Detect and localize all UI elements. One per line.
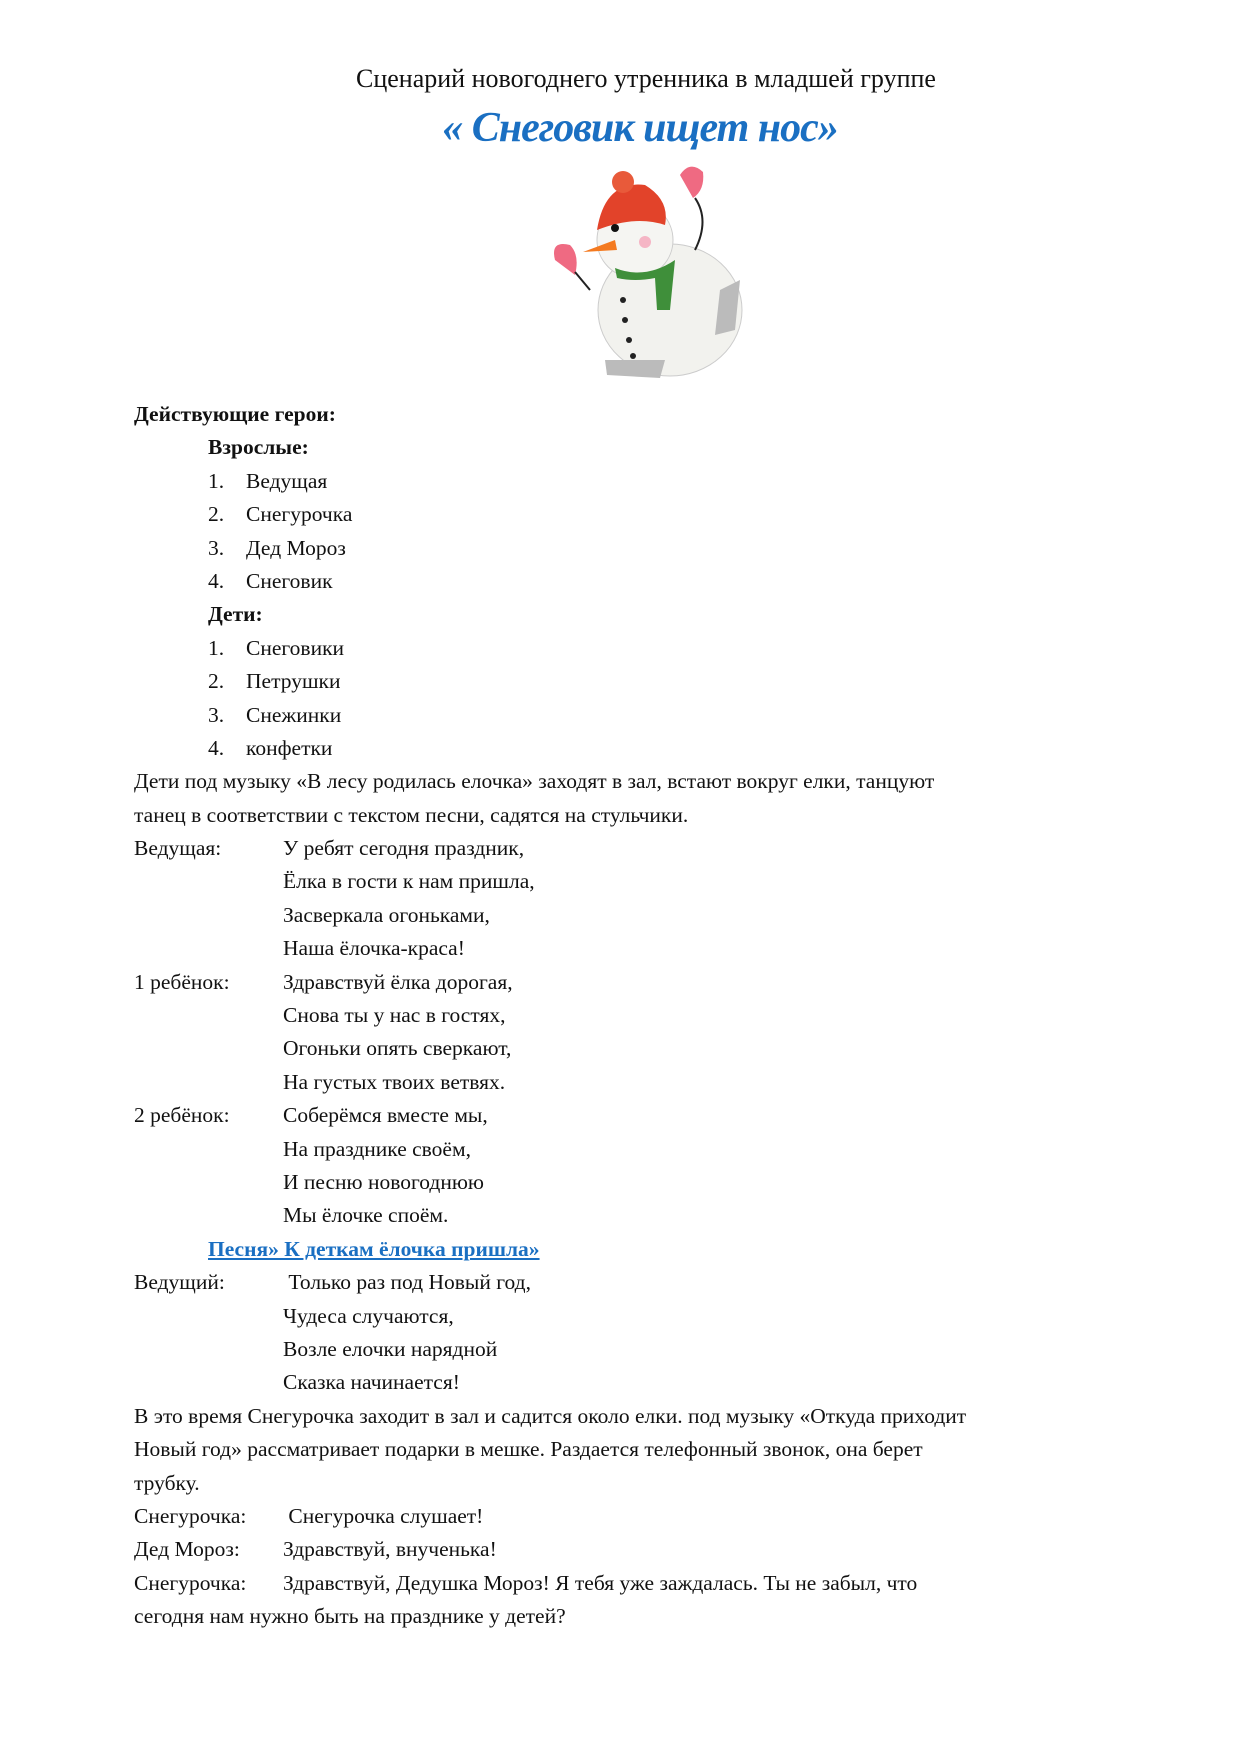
speaker: Ведущая: — [134, 836, 222, 861]
list-item — [134, 632, 1134, 665]
speaker: 1 ребёнок: — [134, 969, 230, 994]
list-text: Снеговики — [246, 635, 345, 660]
verse-line — [134, 1266, 1134, 1299]
dialog-text: Здравствуй, внученька! — [283, 1537, 497, 1562]
verse-line: Возле елочки нарядной — [283, 1336, 498, 1361]
narration-line: В это время Снегурочка заходит в зал и садится около елки. под музыку «Откуда приходит — [134, 1403, 967, 1428]
document-body — [134, 398, 1134, 1633]
list-number: 1. — [208, 468, 225, 493]
speaker: Ведущий: — [134, 1270, 225, 1295]
verse-line: Мы ёлочке споём. — [283, 1203, 449, 1228]
verse-line: Засверкала огоньками, — [283, 902, 490, 927]
list-item — [134, 665, 1134, 698]
list-text: Снеговик — [246, 568, 333, 593]
dialog-text: Снегурочка слушает! — [283, 1503, 484, 1528]
speaker: Снегурочка: — [134, 1570, 247, 1595]
verse-line: Огоньки опять сверкают, — [283, 1036, 512, 1061]
list-number: 2. — [208, 502, 225, 527]
verse-line: На густых твоих ветвях. — [283, 1069, 506, 1094]
document-subtitle: « Снеговик ищет нос» — [442, 105, 838, 151]
verse-line: На празднике своём, — [283, 1136, 471, 1161]
dialog-line: сегодня нам нужно быть на празднике у детей? — [134, 1604, 566, 1629]
list-number: 1. — [208, 635, 225, 660]
snowman-illustration — [545, 160, 775, 392]
list-item — [134, 532, 1134, 565]
intro-line: Дети под музыку «В лесу родилась елочка» заходят в зал, встают вокруг елки, танцуют — [134, 769, 935, 794]
speaker: Снегурочка: — [134, 1503, 247, 1528]
list-item — [134, 498, 1134, 531]
list-number: 3. — [208, 702, 225, 727]
verse-line — [134, 832, 1134, 865]
verse-text: Соберёмся вместе мы, — [283, 1103, 488, 1128]
intro-line: танец в соответствии с текстом песни, садятся на стульчики. — [134, 802, 689, 827]
dialog-line — [134, 1500, 1134, 1533]
adults-heading: Взрослые: — [208, 435, 309, 460]
list-number: 4. — [208, 568, 225, 593]
verse-text: Только раз под Новый год, — [283, 1270, 531, 1295]
list-number: 4. — [208, 735, 225, 760]
list-text: Дед Мороз — [246, 535, 346, 560]
verse-line — [134, 1099, 1134, 1132]
verse-line: Снова ты у нас в гостях, — [283, 1003, 506, 1028]
list-number: 2. — [208, 669, 225, 694]
list-item — [134, 699, 1134, 732]
dialog-text: Здравствуй, Дедушка Мороз! Я тебя уже заждалась. Ты не забыл, что — [283, 1570, 918, 1595]
cast-heading: Действующие герои: — [134, 402, 336, 426]
list-text: Снежинки — [246, 702, 342, 727]
document-title: Сценарий новогоднего утренника в младшей группе — [356, 64, 936, 93]
list-text: конфетки — [246, 735, 333, 760]
verse-line: И песню новогоднюю — [283, 1169, 484, 1194]
verse-line: Ёлка в гости к нам пришла, — [283, 869, 535, 894]
list-item — [134, 465, 1134, 498]
verse-line: Наша ёлочка-краса! — [283, 936, 465, 961]
dialog-line — [134, 1567, 1134, 1600]
speaker: 2 ребёнок: — [134, 1103, 230, 1128]
list-text: Ведущая — [246, 468, 328, 493]
narration-line: Новый год» рассматривает подарки в мешке. Раздается телефонный звонок, она берет — [134, 1437, 923, 1462]
children-heading: Дети: — [208, 602, 263, 627]
verse-text: Здравствуй ёлка дорогая, — [283, 969, 513, 994]
verse-line: Сказка начинается! — [283, 1370, 460, 1395]
list-item — [134, 732, 1134, 765]
verse-text: У ребят сегодня праздник, — [283, 836, 525, 861]
list-number: 3. — [208, 535, 225, 560]
dialog-line — [134, 1533, 1134, 1566]
narration-line: трубку. — [134, 1470, 200, 1495]
song-link[interactable]: Песня» К деткам ёлочка пришла» — [208, 1236, 540, 1261]
verse-line: Чудеса случаются, — [283, 1303, 454, 1328]
speaker: Дед Мороз: — [134, 1537, 240, 1562]
list-item — [134, 565, 1134, 598]
list-text: Снегурочка — [246, 502, 353, 527]
verse-line — [134, 966, 1134, 999]
list-text: Петрушки — [246, 669, 341, 694]
